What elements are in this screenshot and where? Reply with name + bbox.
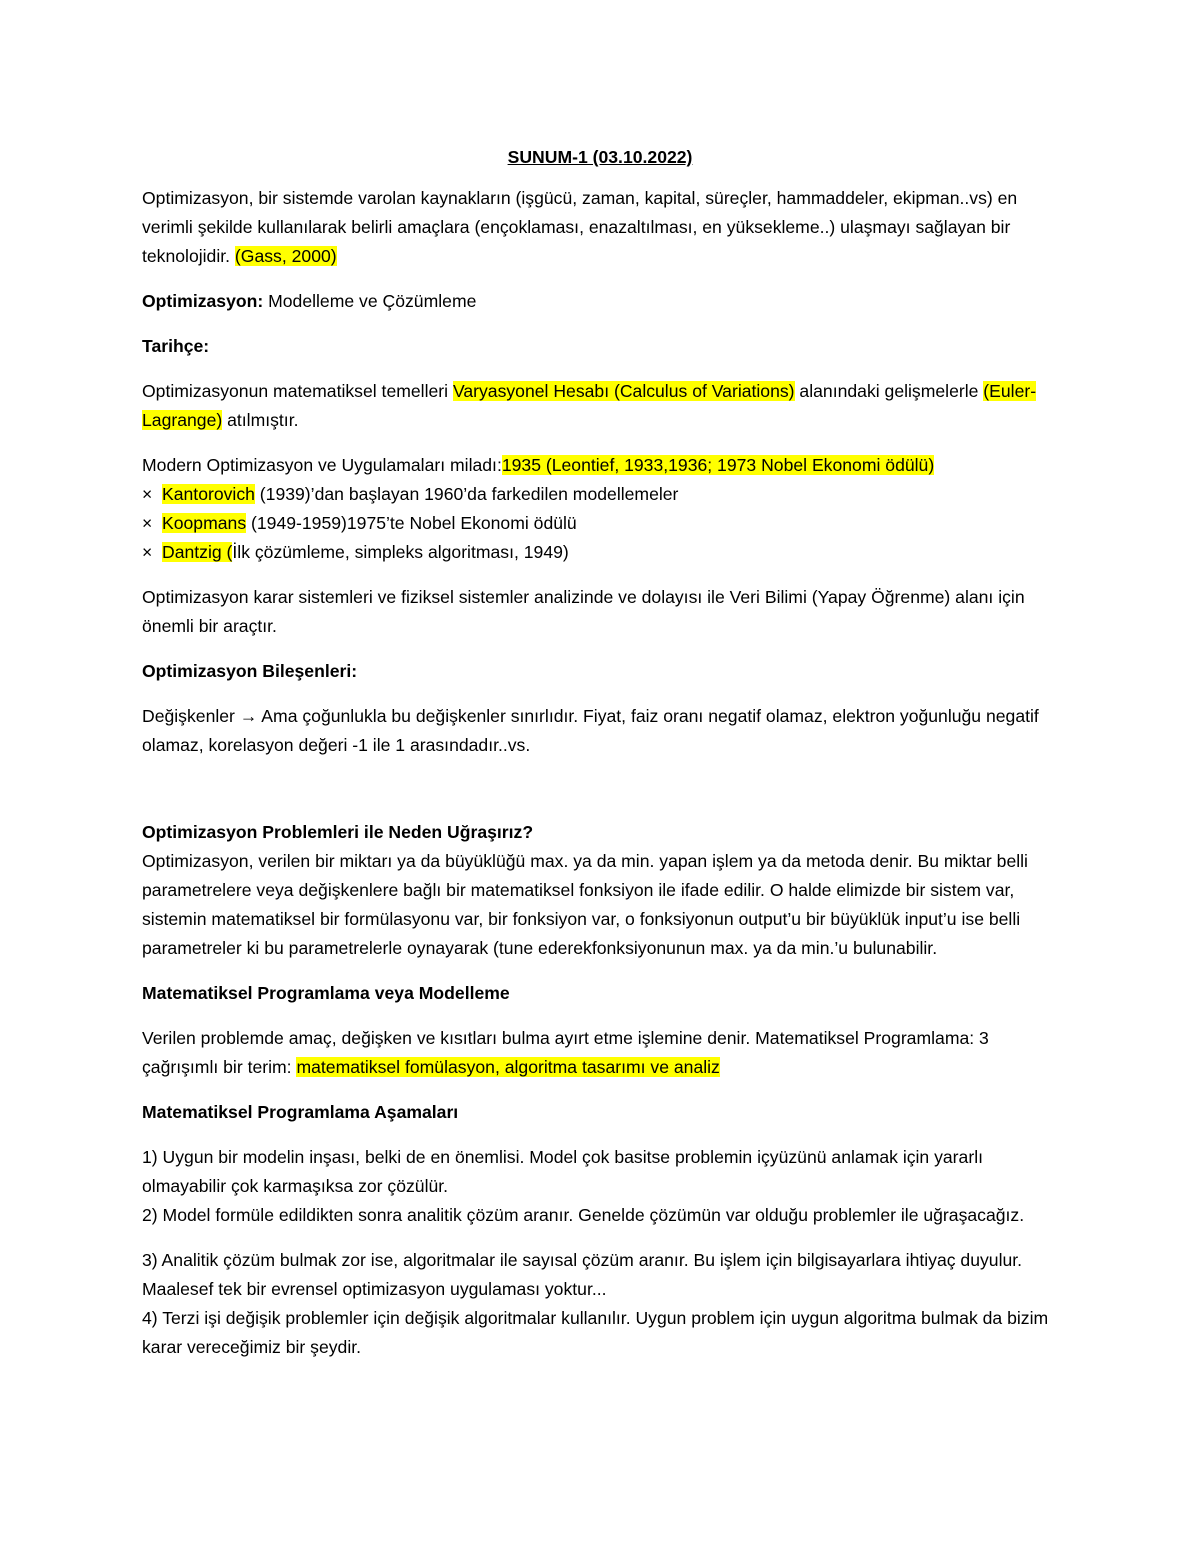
- variables-paragraph: [142, 702, 1050, 760]
- stages-heading: Matematiksel Programlama Aşamaları: [142, 1102, 459, 1122]
- modelling-text: Modelleme ve Çözümleme: [263, 291, 477, 311]
- person-highlight: Dantzig (: [162, 542, 233, 562]
- modern-highlight: 1935 (Leontief, 1933,1936; 1973 Nobel Ekonomi ödülü): [501, 455, 935, 475]
- person-highlight: Koopmans: [162, 513, 247, 533]
- list-item-text: (1949-1959)1975’te Nobel Ekonomi ödülü: [246, 513, 577, 533]
- cross-mark-icon: ×: [142, 513, 153, 533]
- history-text-1: Optimizasyonun matematiksel temelleri: [142, 381, 453, 401]
- cross-mark-icon: ×: [142, 484, 153, 504]
- math-programming-paragraph: [142, 1024, 1050, 1082]
- history-highlight-2: (Euler-Lagrange): [142, 381, 1037, 430]
- citation-highlight: (Gass, 2000): [234, 246, 337, 266]
- history-text-3: atılmıştır.: [222, 410, 299, 430]
- arrow-right-icon: →: [239, 706, 258, 726]
- modelling-label: Optimizasyon:: [142, 291, 264, 311]
- list-item: [142, 509, 1050, 538]
- modelling-line: [142, 287, 1050, 316]
- history-heading: Tarihçe:: [142, 336, 210, 356]
- list-item: [142, 538, 1050, 567]
- why-paragraph: Optimizasyon, verilen bir miktarı ya da büyüklüğü max. ya da min. yapan işlem ya da metoda denir. Bu miktar belli parametrelere veya değişkenlere bağlı bir matematiksel fonksiyon ile ifade edilir. O halde elimizde bir sistem var, sistemin matematiksel bir formülasyonu var, bir fonksiyon var, o fonksiyonun output’u bir büyüklük input’u ise belli parametreler ki bu parametrelerle oynayarak (tune ederekfonksiyonunun max. ya da min.’u bulunabilir.: [142, 851, 1028, 958]
- definition-text: Optimizasyon, bir sistemde varolan kaynakların (işgücü, zaman, kapital, süreçler, hammaddeler, ekipman..vs) en verimli şekilde kullanılarak belirli amaçlara (ençoklaması, enazaltılması, en yüksekleme..) ulaşmayı sağlayan bir teknolojidir.: [142, 188, 1018, 266]
- variables-text-2: Ama çoğunlukla bu değişkenler sınırlıdır. Fiyat, faiz oranı negatif olamaz, elektron yoğunluğu negatif olamaz, korelasyon değeri -1 ile 1 arasındadır..vs.: [142, 706, 1039, 755]
- definition-paragraph: [142, 184, 1050, 271]
- variables-text-1: Değişkenler: [142, 706, 240, 726]
- cross-mark-icon: ×: [142, 542, 153, 562]
- why-heading: Optimizasyon Problemleri ile Neden Uğraşırız?: [142, 822, 534, 842]
- math-programming-heading: Matematiksel Programlama veya Modelleme: [142, 983, 510, 1003]
- spacer: [142, 776, 1050, 818]
- person-highlight: Kantorovich: [162, 484, 255, 504]
- modern-optimization-paragraph: [142, 451, 1050, 567]
- data-science-paragraph: Optimizasyon karar sistemleri ve fiziksel sistemler analizinde ve dolayısı ile Veri Bilimi (Yapay Öğrenme) alanı için önemli bir araçtır.: [142, 587, 1025, 636]
- modern-text: Modern Optimizasyon ve Uygulamaları miladı:: [142, 455, 502, 475]
- document-title: SUNUM-1 (03.10.2022): [507, 147, 693, 167]
- stage-item: 4) Terzi işi değişik problemler için değişik algoritmalar kullanılır. Uygun problem için uygun algoritma bulmak da bizim karar vereceğimiz bir şeydir.: [142, 1308, 1049, 1357]
- history-text-2: alanındaki gelişmelerle: [794, 381, 984, 401]
- list-item-text: (1939)’dan başlayan 1960’da farkedilen modellemeler: [254, 484, 679, 504]
- math-programming-text: Verilen problemde amaç, değişken ve kısıtları bulma ayırt etme işlemine denir. Matematiksel Programlama: 3 çağrışımlı bir terim:: [142, 1028, 989, 1077]
- math-programming-highlight: matematiksel fomülasyon, algoritma tasarımı ve analiz: [296, 1057, 720, 1077]
- history-highlight-1: Varyasyonel Hesabı (Calculus of Variations): [452, 381, 795, 401]
- list-item: [142, 480, 1050, 509]
- history-paragraph: [142, 377, 1050, 435]
- stage-item: 1) Uygun bir modelin inşası, belki de en önemlisi. Model çok basitse problemin içyüzünü anlamak için yararlı olmayabilir çok karmaşıksa zor çözülür.: [142, 1147, 983, 1196]
- list-item-text: İlk çözümleme, simpleks algoritması, 1949): [232, 542, 569, 562]
- stage-item: 3) Analitik çözüm bulmak zor ise, algoritmalar ile sayısal çözüm aranır. Bu işlem için bilgisayarlara ihtiyaç duyulur. Maalesef tek bir evrensel optimizasyon uygulaması yoktur...: [142, 1250, 1023, 1299]
- stage-item: 2) Model formüle edildikten sonra analitik çözüm aranır. Genelde çözümün var olduğu problemler ile uğraşacağız.: [142, 1205, 1025, 1225]
- components-heading: Optimizasyon Bileşenleri:: [142, 661, 358, 681]
